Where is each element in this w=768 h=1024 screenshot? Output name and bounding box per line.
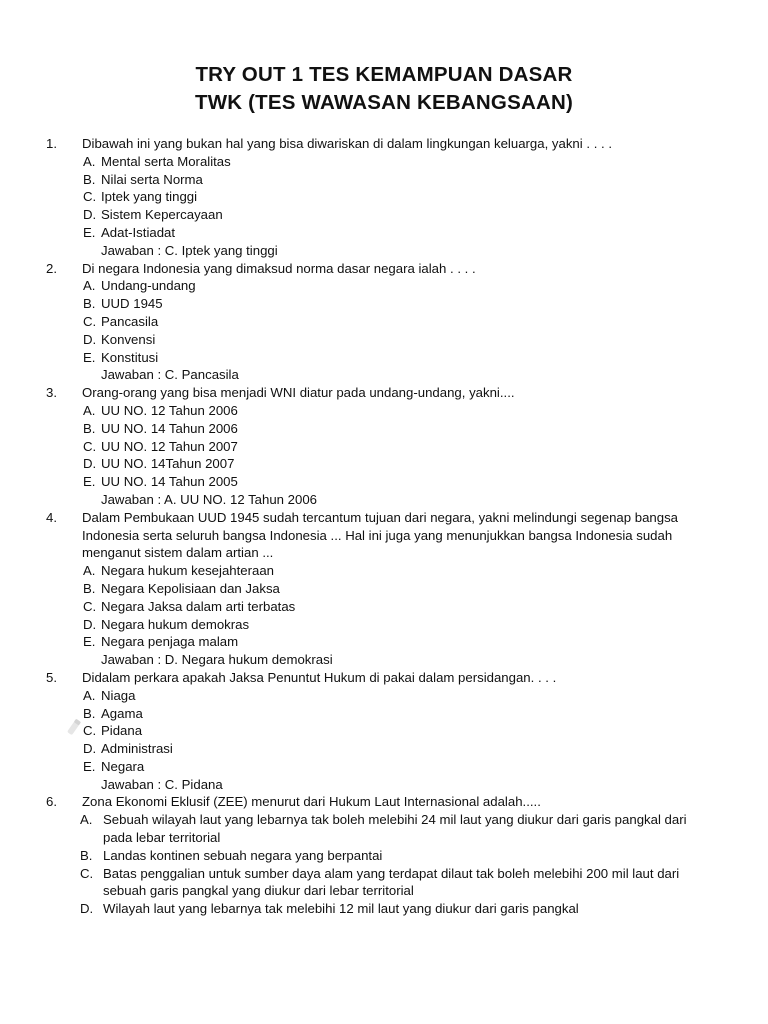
question-number: 5.: [46, 669, 57, 685]
option-letter: B.: [83, 420, 96, 436]
option-item: [0, 580, 768, 598]
option-text: UU NO. 14 Tahun 2005: [101, 474, 238, 490]
answer-text: Jawaban : D. Negara hukum demokrasi: [101, 652, 333, 668]
option-letter: E.: [83, 349, 96, 365]
document-subtitle: TWK (TES WAWASAN KEBANGSAAN): [194, 91, 573, 114]
option-letter: D.: [83, 616, 97, 632]
option-letter: A.: [80, 812, 93, 828]
question-item: [0, 384, 768, 509]
option-text: Sebuah wilayah laut yang lebarnya tak boleh melebihi 24 mil laut yang diukur dari garis pangkal dari pada lebar territorial: [103, 812, 687, 846]
option-item: [0, 687, 768, 705]
option-text: Negara Kepolisiaan dan Jaksa: [101, 580, 280, 596]
question-item: [0, 509, 768, 669]
option-text: Negara hukum demokras: [101, 616, 250, 632]
option-text: Negara penjaga malam: [101, 634, 239, 650]
option-list: [0, 811, 768, 918]
option-item: [0, 171, 768, 189]
question-item: [0, 135, 768, 260]
option-letter: B.: [80, 847, 93, 863]
option-list: [0, 153, 768, 242]
option-item: [0, 900, 768, 918]
option-text: Undang-undang: [101, 278, 196, 294]
option-letter: C.: [83, 189, 97, 205]
option-list: [0, 402, 768, 491]
question-number: 6.: [46, 794, 57, 810]
option-letter: A.: [83, 278, 96, 294]
option-item: [0, 847, 768, 865]
option-letter: D.: [83, 331, 97, 347]
option-item: [0, 740, 768, 758]
option-text: Administrasi: [101, 741, 173, 757]
option-item: [0, 722, 768, 740]
question-item: [0, 260, 768, 385]
option-item: [0, 420, 768, 438]
option-text: Pidana: [101, 723, 143, 739]
option-item: [0, 295, 768, 313]
question-number: 1.: [46, 136, 57, 151]
question-text: Di negara Indonesia yang dimaksud norma dasar negara ialah . . . .: [82, 260, 476, 276]
option-item: [0, 188, 768, 206]
option-text: Niaga: [101, 687, 136, 703]
question-text: Orang-orang yang bisa menjadi WNI diatur pada undang-undang, yakni....: [82, 385, 515, 401]
option-text: Adat-Istiadat: [101, 224, 176, 240]
option-item: [0, 455, 768, 473]
option-item: [0, 616, 768, 634]
option-letter: E.: [83, 634, 96, 650]
question-text: Didalam perkara apakah Jaksa Penuntut Hukum di pakai dalam persidangan. . . .: [82, 669, 557, 685]
option-letter: A.: [83, 153, 96, 169]
option-list: [0, 687, 768, 776]
option-text: UU NO. 14 Tahun 2006: [101, 420, 238, 436]
option-letter: B.: [83, 171, 96, 187]
answer-text: Jawaban : C. Iptek yang tinggi: [101, 242, 278, 258]
option-text: Iptek yang tinggi: [101, 189, 198, 205]
option-item: [0, 473, 768, 491]
option-letter: C.: [83, 313, 97, 329]
option-letter: D.: [80, 901, 94, 917]
option-letter: C.: [83, 598, 97, 614]
question-number: 4.: [46, 509, 57, 525]
answer-text: Jawaban : A. UU NO. 12 Tahun 2006: [101, 491, 318, 507]
option-text: Negara hukum kesejahteraan: [101, 563, 275, 579]
option-letter: E.: [83, 224, 96, 240]
option-item: [0, 349, 768, 367]
option-item: [0, 153, 768, 171]
option-letter: A.: [83, 687, 96, 703]
option-item: [0, 598, 768, 616]
question-text: Zona Ekonomi Eklusif (ZEE) menurut dari Hukum Laut Internasional adalah.....: [82, 794, 541, 810]
question-item: [0, 669, 768, 794]
option-item: [0, 758, 768, 776]
option-text: Negara Jaksa dalam arti terbatas: [101, 598, 296, 614]
question-number: 2.: [46, 260, 57, 276]
option-text: Agama: [101, 705, 143, 721]
option-item: [0, 331, 768, 349]
option-text: Mental serta Moralitas: [101, 153, 231, 169]
option-text: Landas kontinen sebuah negara yang berpantai: [103, 847, 383, 863]
option-text: Batas penggalian untuk sumber daya alam yang terdapat dilaut tak boleh melebihi 200 mil laut dari sebuah garis pangkal yang diukur dari lebar territorial: [103, 865, 680, 899]
answer-text: Jawaban : C. Pancasila: [101, 367, 239, 383]
option-text: Konvensi: [101, 331, 156, 347]
option-text: UUD 1945: [101, 296, 163, 312]
option-letter: E.: [83, 474, 96, 490]
option-text: Nilai serta Norma: [101, 171, 203, 187]
answer-text: Jawaban : C. Pidana: [101, 776, 223, 792]
option-list: [0, 277, 768, 366]
option-letter: B.: [83, 580, 96, 596]
option-text: UU NO. 12 Tahun 2007: [101, 438, 238, 454]
option-letter: B.: [83, 296, 96, 312]
option-letter: D.: [83, 456, 97, 472]
option-text: UU NO. 12 Tahun 2006: [101, 402, 238, 418]
option-item: [0, 277, 768, 295]
option-item: [0, 633, 768, 651]
question-text: Dibawah ini yang bukan hal yang bisa diwariskan di dalam lingkungan keluarga, yakni . . . .: [82, 136, 613, 151]
option-letter: C.: [80, 865, 94, 881]
question-text: Dalam Pembukaan UUD 1945 sudah tercantum tujuan dari negara, yakni melindungi segenap bangsa Indonesia serta seluruh bangsa Indonesia ... Hal ini juga yang menunjukkan bangsa Indonesia sudah menganut sistem dalam artian ...: [82, 509, 679, 561]
option-item: [0, 402, 768, 420]
option-item: [0, 313, 768, 331]
option-text: Negara: [101, 758, 145, 774]
option-letter: B.: [83, 705, 96, 721]
option-item: [0, 562, 768, 580]
option-item: [0, 705, 768, 723]
option-letter: D.: [83, 207, 97, 223]
option-item: [0, 811, 768, 847]
option-text: Sistem Kepercayaan: [101, 207, 223, 223]
question-number: 3.: [46, 385, 57, 401]
document-title: TRY OUT 1 TES KEMAMPUAN DASAR: [195, 63, 573, 86]
option-text: UU NO. 14Tahun 2007: [101, 456, 235, 472]
option-item: [0, 865, 768, 901]
option-item: [0, 206, 768, 224]
question-item: [0, 793, 768, 918]
option-text: Konstitusi: [101, 349, 159, 365]
option-text: Wilayah laut yang lebarnya tak melebihi 12 mil laut yang diukur dari garis pangkal: [103, 901, 579, 917]
option-item: [0, 438, 768, 456]
option-letter: A.: [83, 402, 96, 418]
option-letter: C.: [83, 438, 97, 454]
option-letter: A.: [83, 563, 96, 579]
question-list: [0, 135, 768, 918]
option-letter: D.: [83, 741, 97, 757]
option-list: [0, 562, 768, 651]
option-letter: C.: [83, 723, 97, 739]
option-item: [0, 224, 768, 242]
option-letter: E.: [83, 758, 96, 774]
option-text: Pancasila: [101, 313, 159, 329]
